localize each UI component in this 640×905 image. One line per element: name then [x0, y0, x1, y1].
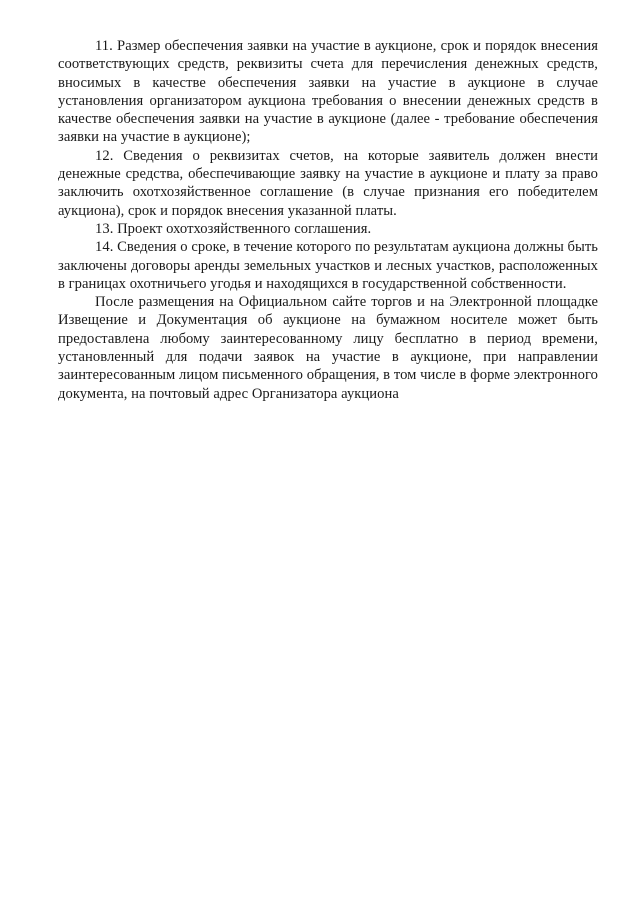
paragraph-item-13: 13. Проект охотхозяйственного соглашения. [95, 220, 372, 237]
paragraph-item-12: 12. Сведения о реквизитах счетов, на которые заявитель должен внести денежные средства, обеспечивающие заявку на участие в аукционе и плату за право заключить охотхозяйственное соглашение (в случае признания его победителем аукциона), срок и порядок внесения указанной платы. [58, 147, 598, 219]
document-body [58, 37, 598, 403]
paragraph-availability: После размещения на Официальном сайте торгов и на Электронной площадке Извещение и Документация об аукционе на бумажном носителе может быть предоставлена любому заинтересованному лицу бесплатно в период времени, установленный для подачи заявок на участие в аукционе, при направлении заинтересованным лицом письменного обращения, в том числе в форме электронного документа, на почтовый адрес Организатора аукциона [58, 294, 598, 402]
paragraph-item-14: 14. Сведения о сроке, в течение которого по результатам аукциона должны быть заключены договоры аренды земельных участков и лесных участков, расположенных в границах охотничьего угодья и находящихся в государственной собственности. [58, 239, 598, 292]
paragraph-item-11: 11. Размер обеспечения заявки на участие в аукционе, срок и порядок внесения соответствующих средств, реквизиты счета для перечисления денежных средств, вносимых в качестве обеспечения заявки на участие в аукционе в случае установления организатором аукциона требования о внесении денежных средств в качестве обеспечения заявки на участие в аукционе (далее - требование обеспечения заявки на участие в аукционе); [58, 38, 598, 146]
